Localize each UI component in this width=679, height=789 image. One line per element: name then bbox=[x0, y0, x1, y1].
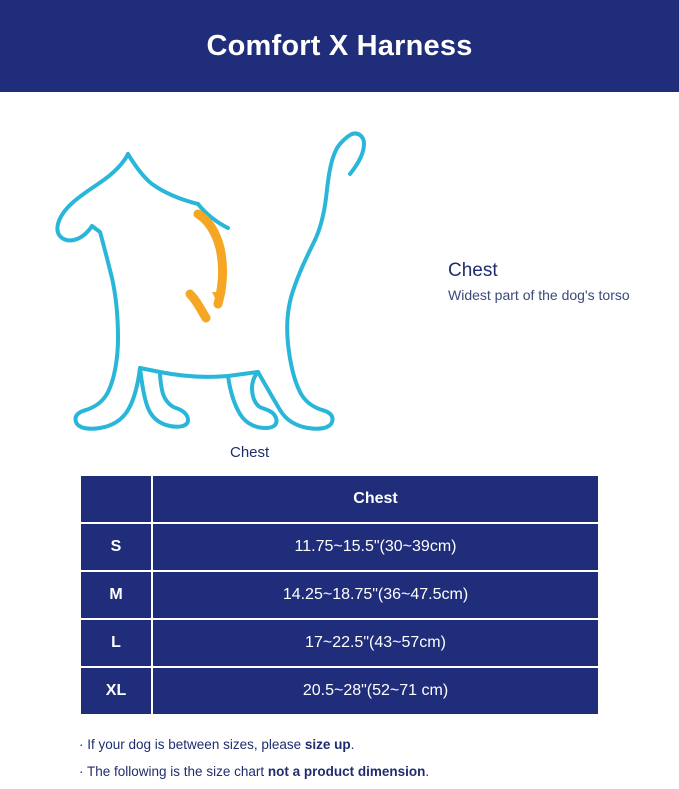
note-emphasis: size up bbox=[304, 737, 351, 752]
table-row bbox=[80, 523, 599, 571]
table-row bbox=[80, 571, 599, 619]
table-header-chest: Chest bbox=[152, 475, 599, 523]
note-prefix: · The following is the size chart bbox=[79, 763, 268, 779]
table-corner-cell bbox=[80, 475, 152, 523]
dog-outline-icon bbox=[30, 122, 430, 442]
size-label-s: S bbox=[80, 523, 152, 571]
size-label-l: L bbox=[80, 619, 152, 667]
note-suffix: . bbox=[350, 737, 355, 752]
table-row bbox=[80, 667, 599, 715]
note-emphasis: not a product dimension bbox=[267, 763, 426, 779]
chest-caption: Chest bbox=[230, 444, 270, 461]
illustration-area bbox=[0, 92, 679, 462]
chest-value-s: 11.75~15.5"(30~39cm) bbox=[152, 523, 599, 571]
chest-measure-arrow-icon bbox=[190, 214, 226, 318]
table-row bbox=[80, 619, 599, 667]
page-title: Comfort X Harness bbox=[206, 29, 473, 62]
legend bbox=[448, 260, 648, 305]
chest-value-m: 14.25~18.75"(36~47.5cm) bbox=[152, 571, 599, 619]
chest-value-xl: 20.5~28"(52~71 cm) bbox=[152, 667, 599, 715]
size-label-m: M bbox=[80, 571, 152, 619]
note-suffix: . bbox=[425, 763, 430, 779]
legend-title: Chest bbox=[448, 260, 498, 281]
note-prefix: · If your dog is between sizes, please bbox=[79, 737, 305, 752]
chest-value-l: 17~22.5"(43~57cm) bbox=[152, 619, 599, 667]
note-item bbox=[79, 736, 619, 754]
table-header-row bbox=[80, 475, 599, 523]
notes-area bbox=[79, 736, 619, 789]
size-table bbox=[79, 474, 600, 716]
legend-description: Widest part of the dog's torso bbox=[448, 287, 630, 303]
size-label-xl: XL bbox=[80, 667, 152, 715]
header-banner bbox=[0, 0, 679, 92]
note-item bbox=[79, 763, 619, 781]
